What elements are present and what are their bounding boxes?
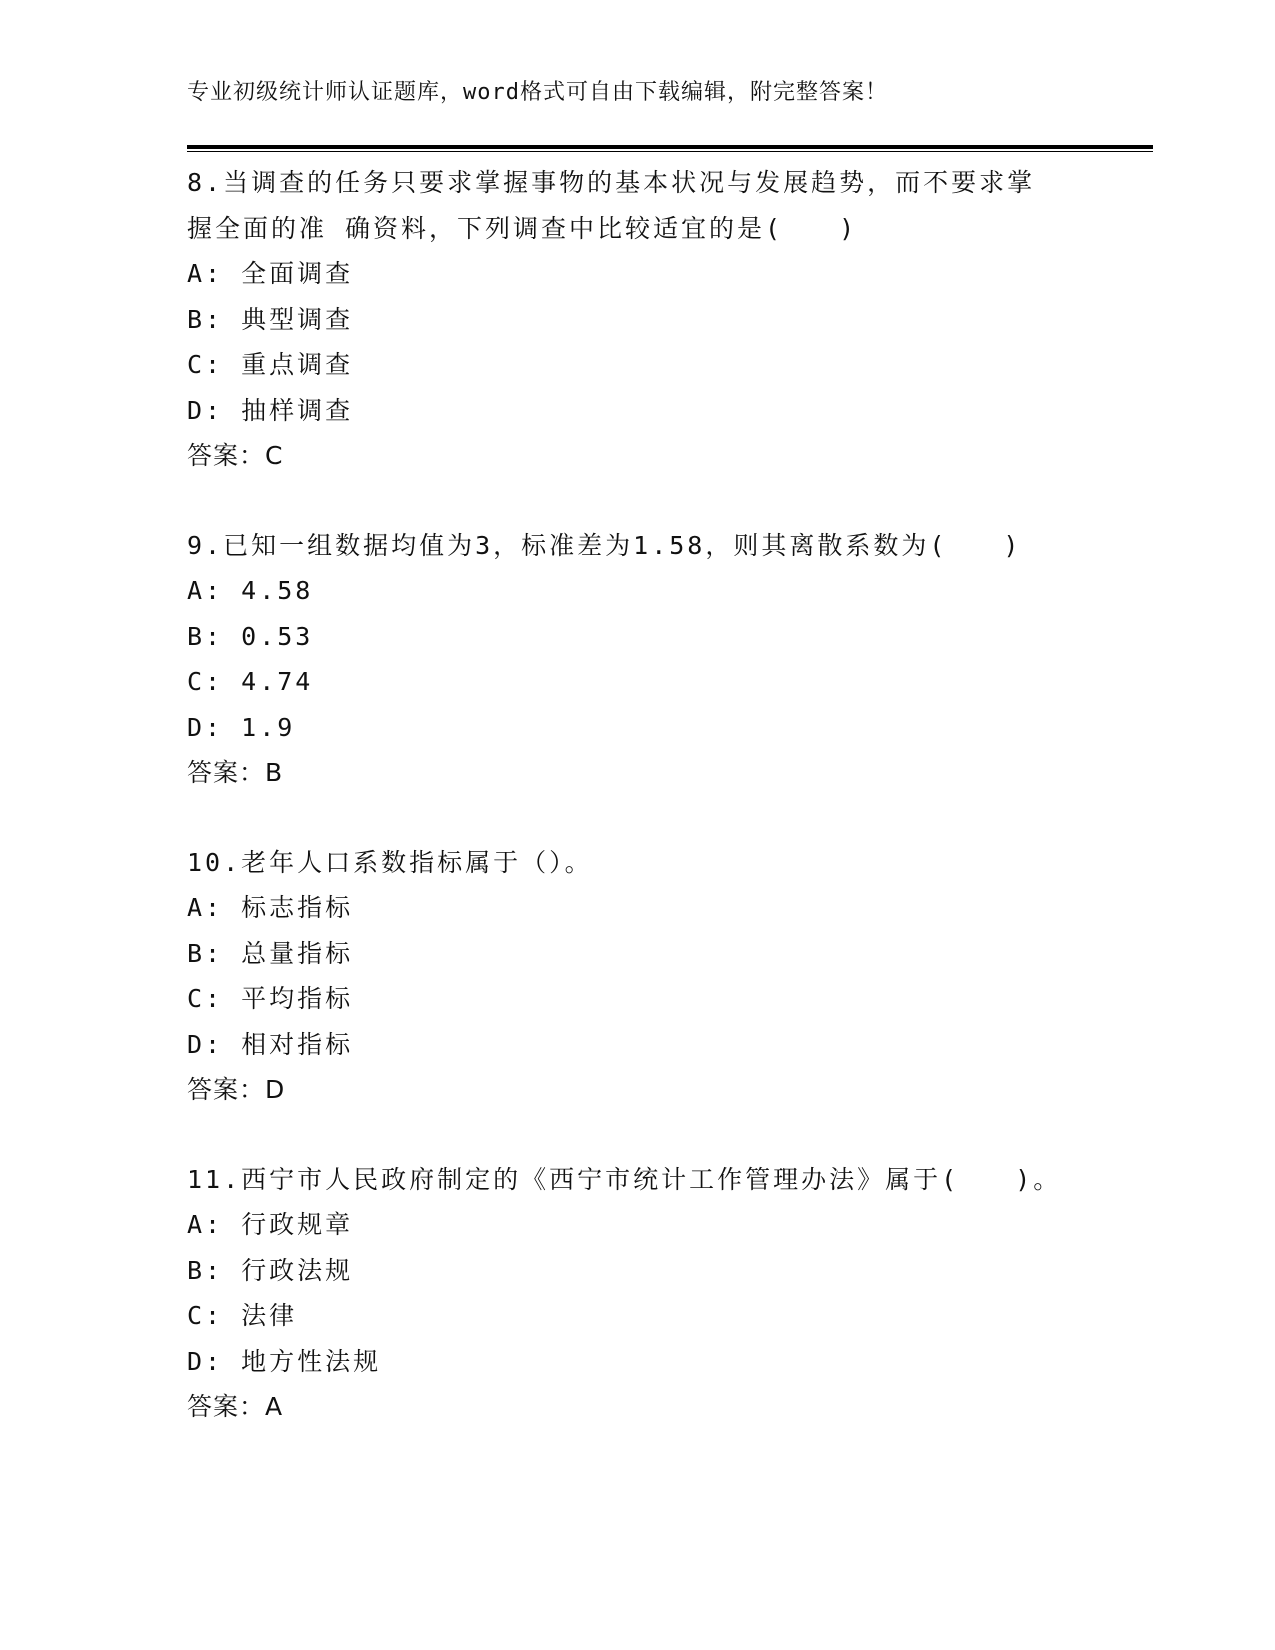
option-d: D: 1.9 [187,712,296,742]
option-d: D: 相对指标 [187,1029,354,1059]
question-stem-line: 10.老年人口系数指标属于（）。 [187,847,593,877]
answer: 答案：B [187,758,284,787]
question-stem-line: 9.已知一组数据均值为3，标准差为1.58，则其离散系数为( ) [187,530,1022,560]
option-c: C: 平均指标 [187,984,354,1013]
answer: 答案：A [187,1392,284,1421]
page-header: 专业初级统计师认证题库，word格式可自由下载编辑，附完整答案！ [187,80,888,105]
question-list [187,160,1087,1474]
header-divider-thick [187,145,1153,149]
option-c: C: 法律 [187,1301,298,1330]
option-b: B: 总量指标 [187,938,354,968]
header-divider-thin [187,151,1153,152]
question-11 [187,1157,1087,1430]
question-8 [187,160,1087,479]
answer: 答案：C [187,441,284,470]
option-b: B: 0.53 [187,621,314,651]
option-d: D: 地方性法规 [187,1346,382,1376]
option-b: B: 典型调查 [187,304,354,334]
answer: 答案：D [187,1075,286,1104]
question-9 [187,523,1087,796]
question-stem-line: 8.当调查的任务只要求掌握事物的基本状况与发展趋势，而不要求掌 [187,168,1036,197]
option-d: D: 抽样调查 [187,395,354,425]
option-a: A: 标志指标 [187,893,354,922]
option-a: A: 全面调查 [187,259,354,288]
option-a: A: 行政规章 [187,1210,354,1239]
option-b: B: 行政法规 [187,1255,354,1285]
option-c: C: 重点调查 [187,350,354,379]
option-a: A: 4.58 [187,576,314,605]
question-stem-line: 11.西宁市人民政府制定的《西宁市统计工作管理办法》属于( )。 [187,1164,1062,1194]
option-c: C: 4.74 [187,667,314,696]
question-10 [187,840,1087,1113]
question-stem-line: 握全面的准 确资料，下列调查中比较适宜的是( ) [187,213,858,243]
